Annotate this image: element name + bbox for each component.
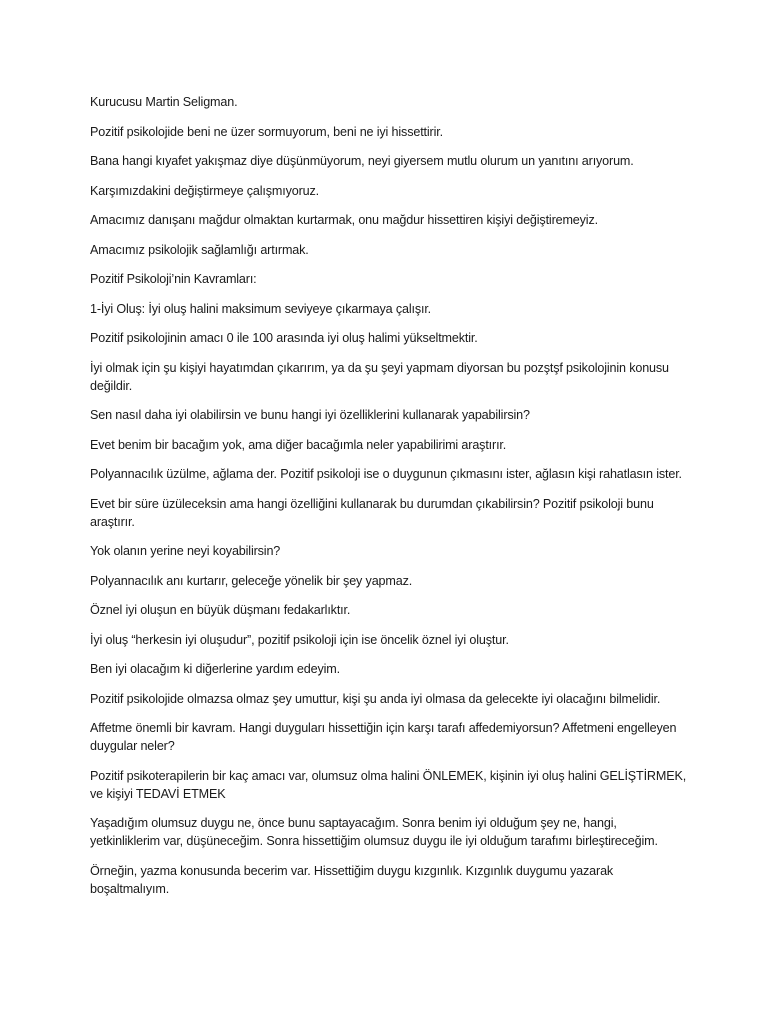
paragraph: Amacımız danışanı mağdur olmaktan kurtarmak, onu mağdur hissettiren kişiyi değiştiremeyiz. xyxy=(90,213,598,227)
paragraph: Sen nasıl daha iyi olabilirsin ve bunu hangi iyi özelliklerini kullanarak yapabilirsin? xyxy=(90,408,530,422)
paragraph: Yaşadığım olumsuz duygu ne, önce bunu saptayacağım. Sonra benim iyi olduğum şey ne, hangi, yetkinliklerim var, düşüneceğim. Sonra hissettiğim olumsuz duygu ile iyi olduğum tarafımı birleştireceğim. xyxy=(90,816,658,848)
paragraph: Pozitif psikolojide beni ne üzer sormuyorum, beni ne iyi hissettirir. xyxy=(90,124,443,139)
paragraph: Evet bir süre üzüleceksin ama hangi özelliğini kullanarak bu durumdan çıkabilirsin? Pozitif psikoloji bunu araştırır. xyxy=(90,496,654,529)
paragraph: 1-İyi Oluş: İyi oluş halini maksimum seviyeye çıkarmaya çalışır. xyxy=(90,301,432,316)
paragraph: Öznel iyi oluşun en büyük düşmanı fedakarlıktır. xyxy=(90,603,351,617)
paragraph: Amacımız psikolojik sağlamlığı artırmak. xyxy=(90,242,309,257)
paragraph: Polyannacılık üzülme, ağlama der. Pozitif psikoloji ise o duygunun çıkmasını ister, ağlasın kişi rahatlasın ister. xyxy=(90,467,682,481)
paragraph: Polyannacılık anı kurtarır, geleceğe yönelik bir şey yapmaz. xyxy=(90,573,413,588)
paragraph: Pozitif psikolojinin amacı 0 ile 100 arasında iyi oluş halimi yükseltmektir. xyxy=(90,331,478,345)
document-body xyxy=(90,93,690,909)
section-heading: Pozitif Psikoloji’nin Kavramları: xyxy=(90,272,257,286)
paragraph: İyi oluş “herkesin iyi oluşudur”, pozitif psikoloji için ise öncelik öznel iyi oluştur. xyxy=(90,632,509,647)
paragraph: İyi olmak için şu kişiyi hayatımdan çıkarırım, ya da şu şeyi yapmam diyorsan bu pozştşf psikolojinin konusu değildir. xyxy=(90,360,669,393)
paragraph: Pozitif psikolojide olmazsa olmaz şey umuttur, kişi şu anda iyi olmasa da gelecekte iyi olacağını bilmelidir. xyxy=(90,691,661,706)
paragraph: Evet benim bir bacağım yok, ama diğer bacağımla neler yapabilirimi araştırır. xyxy=(90,437,507,452)
paragraph: Ben iyi olacağım ki diğerlerine yardım edeyim. xyxy=(90,662,340,676)
paragraph: Bana hangi kıyafet yakışmaz diye düşünmüyorum, neyi giyersem mutlu olurum un yanıtını arıyorum. xyxy=(90,154,634,168)
paragraph: Örneğin, yazma konusunda becerim var. Hissettiğim duygu kızgınlık. Kızgınlık duygumu yazarak boşaltmalıyım. xyxy=(90,863,614,896)
paragraph: Karşımızdakini değiştirmeye çalışmıyoruz. xyxy=(90,183,320,198)
paragraph: Affetme önemli bir kavram. Hangi duyguları hissettiğin için karşı tarafı affedemiyorsun? Affetmeni engelleyen duygular neler? xyxy=(90,721,677,753)
paragraph: Kurucusu Martin Seligman. xyxy=(90,95,238,109)
paragraph: Yok olanın yerine neyi koyabilirsin? xyxy=(90,544,281,558)
paragraph: Pozitif psikoterapilerin bir kaç amacı var, olumsuz olma halini ÖNLEMEK, kişinin iyi oluş halini GELİŞTİRMEK, ve kişiyi TEDAVİ ETMEK xyxy=(90,768,687,801)
